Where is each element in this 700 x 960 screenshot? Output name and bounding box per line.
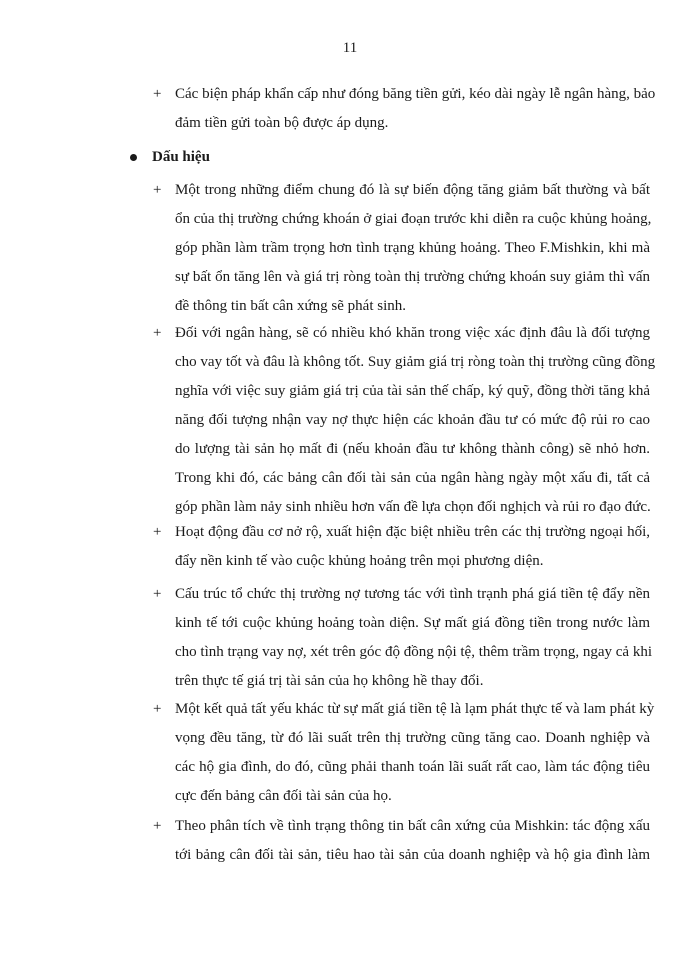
text-line: nghĩa với việc suy giảm giá trị của tài sản thế chấp, ký quỹ, đồng thời tăng khả: [175, 383, 650, 399]
text-line: Đối với ngân hàng, sẽ có nhiều khó khăn trong việc xác định đâu là đối tượng: [175, 325, 650, 341]
text-line: Hoạt động đầu cơ nở rộ, xuất hiện đặc biệt nhiều trên các thị trường ngoại hối,: [175, 524, 650, 540]
text-line: ổn của thị trường chứng khoán ở giai đoạn trước khi diễn ra cuộc khủng hoảng,: [175, 211, 652, 227]
text-line: năng đối tượng nhận vay nợ thực hiện các khoản đầu tư có mức độ rủi ro cao: [175, 412, 650, 428]
list-item: [153, 518, 650, 576]
text-line: đẩy nền kinh tế vào cuộc khủng hoảng trên mọi phương diện.: [175, 553, 544, 569]
text-line: góp phần làm trầm trọng hơn tình trạng khủng hoảng. Theo F.Mishkin, khi mà: [175, 240, 650, 256]
section-title: Dấu hiệu: [152, 149, 210, 165]
text-line: Một trong những điểm chung đó là sự biến động tăng giảm bất thường và bất: [175, 182, 650, 198]
text-line: cho tình trạng vay nợ, xét trên góc độ đồng nội tệ, thêm trầm trọng, ngay cả khi: [175, 644, 652, 660]
page-number: 11: [342, 40, 358, 56]
plus-marker: +: [153, 586, 162, 602]
text-line: Theo phân tích về tình trạng thông tin bất cân xứng của Mishkin: tác động xấu: [175, 818, 650, 834]
text-line: Trong khi đó, các bảng cân đối tài sản của ngân hàng ngày một xấu đi, tất cả: [175, 470, 650, 486]
list-item: [153, 812, 650, 870]
plus-marker: +: [153, 325, 162, 341]
text-line: Các biện pháp khẩn cấp như đóng băng tiền gửi, kéo dài ngày lễ ngân hàng, bảo: [175, 86, 656, 102]
text-line: sự bất ổn tăng lên và giá trị ròng toàn thị trường chứng khoán suy giảm thì vấn: [175, 269, 650, 285]
text-line: do lượng tài sản họ mất đi (nếu khoản đầu tư không thành công) sẽ nhỏ hơn.: [175, 441, 650, 457]
text-line: kinh tế tới cuộc khủng hoảng toàn diện. Sự mất giá đồng tiền trong nước làm: [175, 615, 650, 631]
text-line: góp phần làm nảy sinh nhiều hơn vấn đề lựa chọn đối nghịch và rủi ro đạo đức.: [175, 499, 651, 515]
text-line: vọng đều tăng, từ đó lãi suất trên thị trường cũng tăng cao. Doanh nghiệp và: [175, 730, 650, 746]
text-line: cho vay tốt và đâu là không tốt. Suy giảm giá trị ròng toàn thị trường cũng đồng: [175, 354, 656, 370]
text-line: cực đến bảng cân đối tài sản của họ.: [175, 788, 392, 804]
list-item-emergency-measures: [153, 80, 656, 138]
list-item: [153, 580, 652, 696]
plus-marker: +: [153, 701, 162, 717]
list-item: [153, 176, 652, 321]
text-line: đề thông tin bất cân xứng sẽ phát sinh.: [175, 298, 407, 314]
text-line: tới bảng cân đối tài sản, tiêu hao tài sản của doanh nghiệp và hộ gia đình làm: [175, 847, 650, 863]
text-line: các hộ gia đình, do đó, cũng phải thanh toán lãi suất rất cao, làm tác động tiêu: [175, 759, 650, 775]
bullet-icon: [130, 154, 137, 161]
list-item: [153, 695, 655, 811]
text-line: đảm tiền gửi toàn bộ được áp dụng.: [175, 115, 389, 131]
plus-marker: +: [153, 818, 162, 834]
section-heading: [152, 143, 210, 172]
text-line: Cấu trúc tổ chức thị trường nợ tương tác với tình trạnh phá giá tiền tệ đẩy nền: [175, 586, 650, 602]
text-line: Một kết quả tất yếu khác từ sự mất giá tiền tệ là lạm phát thực tế và lam phát kỳ: [175, 701, 655, 717]
list-item: [153, 319, 656, 522]
text-line: trên thực tế giá trị tài sản của họ không hề thay đổi.: [175, 673, 484, 689]
plus-marker: +: [153, 182, 162, 198]
plus-marker: +: [153, 86, 162, 102]
plus-marker: +: [153, 524, 162, 540]
